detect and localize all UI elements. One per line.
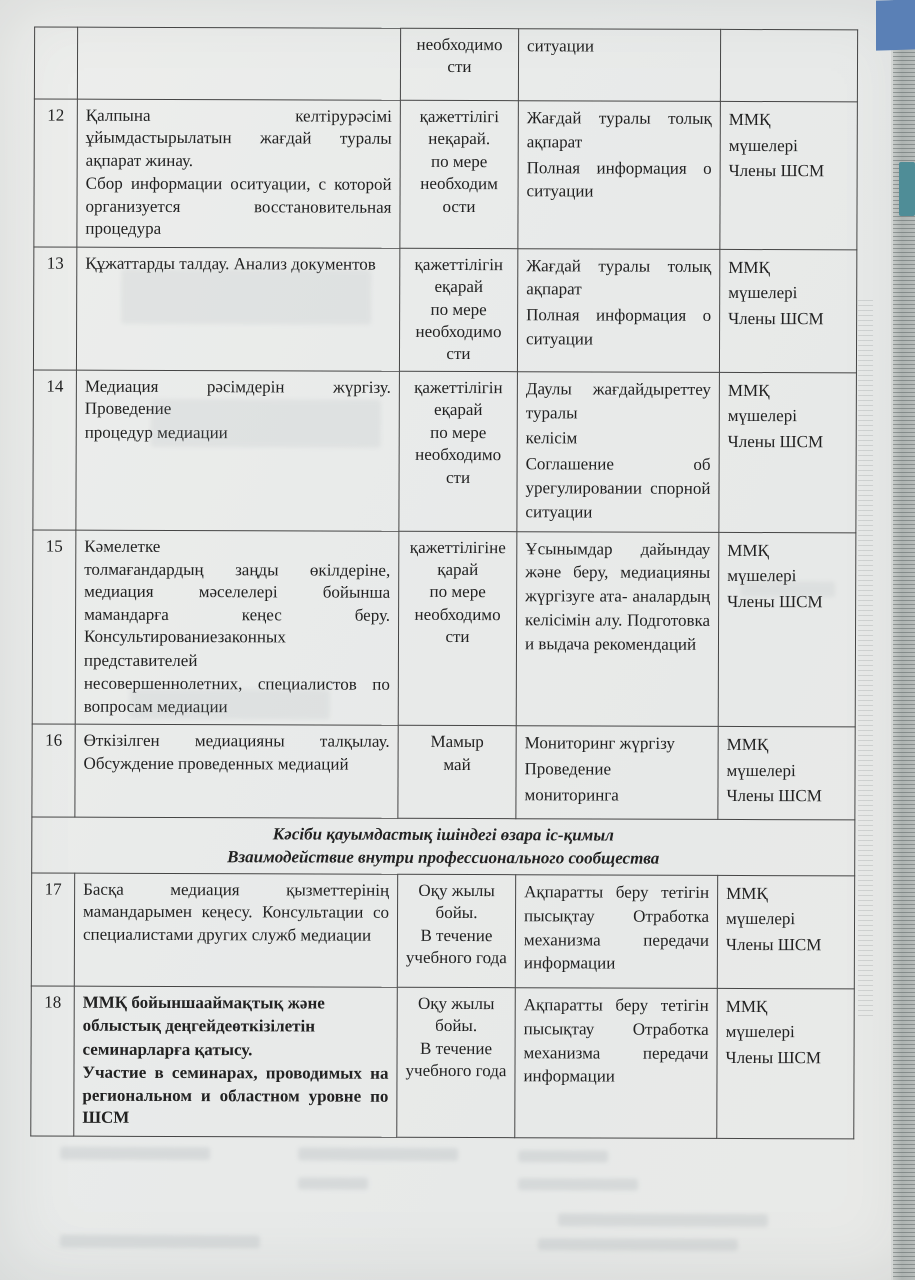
bleed-through-smudge	[121, 269, 371, 325]
timing-text: Оқу жылы бойы. В течение учебного года	[405, 880, 507, 968]
activity-cell	[75, 724, 398, 818]
result-text: мониторинга	[524, 784, 619, 805]
timing-text: Мамыр май	[430, 732, 484, 774]
activity-cell	[77, 99, 401, 248]
responsible-text: Члены ШСМ	[725, 1047, 822, 1068]
activity-cell	[77, 27, 400, 100]
responsible-text: Члены ШСМ	[728, 160, 825, 181]
timing-text: қажеттілігін еқарай по мере необходимо сти	[414, 377, 503, 487]
activity-text: Құжаттарды талдау. Анализ документов	[85, 253, 376, 274]
row-number-cell	[32, 530, 76, 725]
responsible-text: Члены ШСМ	[728, 308, 824, 328]
activity-text: Кәмелетке	[84, 536, 161, 556]
bleed-through-smudge	[518, 1150, 608, 1162]
timing-cell	[400, 100, 519, 248]
result-cell	[515, 875, 717, 989]
row-number: 17	[44, 879, 62, 899]
responsible-cell	[718, 532, 856, 727]
timing-cell	[398, 725, 516, 818]
result-text: Даулы жағдайдыреттеу туралы	[525, 379, 711, 423]
result-cell	[517, 248, 719, 372]
responsible-cell	[719, 372, 857, 532]
result-text: Проведение	[524, 759, 612, 779]
result-cell	[518, 101, 721, 249]
result-cell	[518, 29, 720, 102]
timing-cell	[399, 371, 518, 531]
teal-object-edge	[899, 162, 915, 216]
activity-text: Участие в семинарах, проводимых на региональном и областном уровне по ШСМ	[82, 1062, 389, 1128]
row-number-cell	[34, 99, 78, 247]
timing-text: необходимо сти	[416, 34, 503, 77]
responsible-text: Члены ШСМ	[725, 934, 822, 955]
result-text: Ұсынымдар дайындау және беру, медиацияны жүргізуге ата- аналардың келісімін алу. Подготовка и выдача рекомендаций	[524, 538, 711, 654]
row-number-cell	[34, 27, 77, 99]
bleed-through-smudge	[151, 399, 381, 448]
result-cell	[516, 726, 718, 820]
responsible-text: мүшелері	[726, 760, 796, 780]
bleed-through-smudge	[538, 1238, 738, 1251]
section-title-ru: Взаимодействие внутри профессионального сообщества	[227, 846, 660, 868]
result-text: Мониторинг жүргізу	[524, 733, 675, 753]
responsible-text: мүшелері	[727, 566, 797, 586]
result-text: Жағдай туралы толық ақпарат	[526, 255, 712, 299]
responsible-cell	[720, 29, 857, 101]
table-row	[34, 99, 858, 249]
result-text: Ақпаратты беру тетігін пысықтау Отработка механизма передачи информации	[523, 882, 710, 973]
timing-text: қажеттілігі неқарай. по мере необходим ости	[419, 106, 500, 216]
timing-text: қажеттілігін еқарай по мере необходимо сти	[414, 254, 504, 364]
responsible-text: Члены ШСМ	[727, 591, 823, 611]
table-row	[31, 986, 855, 1138]
row-number: 18	[44, 992, 62, 1012]
responsible-text: Члены ШСМ	[726, 786, 822, 806]
result-text: Жағдай туралы толық ақпарат	[526, 108, 712, 152]
activity-cell	[76, 370, 400, 531]
responsible-text: ММҚ	[728, 109, 771, 130]
responsible-text: мүшелері	[725, 909, 796, 929]
activity-text: Медиация рәсімдерін жүргізу. Проведение	[84, 376, 391, 419]
section-title-kk: Кәсіби қауымдастық ішіндегі өзара іс-қимыл	[272, 824, 614, 845]
action-plan-table	[30, 27, 858, 1139]
bleed-through-smudge	[60, 1235, 260, 1249]
responsible-text: мүшелері	[725, 1022, 795, 1042]
activity-text: семинарларға қатысу.	[82, 1039, 253, 1060]
timing-text: Оқу жылы бойы. В течение учебного года	[405, 993, 507, 1081]
activity-text: Басқа медиация қызметтерінің мамандарымен кеңесу. Консультации со специалистами других служб медиации	[82, 879, 390, 945]
timing-cell	[399, 248, 517, 372]
responsible-text: ММҚ	[726, 735, 769, 755]
responsible-cell	[717, 875, 854, 988]
result-text: ситуации	[527, 36, 595, 56]
table-row	[32, 724, 855, 820]
row-number: 12	[47, 105, 65, 125]
result-cell	[517, 372, 720, 532]
row-number: 13	[46, 253, 64, 273]
bleed-through-smudge	[60, 1147, 210, 1161]
responsible-cell	[718, 727, 855, 820]
row-number: 15	[45, 536, 63, 556]
activity-cell	[74, 873, 397, 987]
responsible-text: мүшелері	[728, 283, 798, 303]
bleed-through-smudge	[130, 689, 330, 720]
responsible-text: ММҚ	[726, 883, 768, 904]
timing-cell	[398, 531, 517, 726]
scan-scratch-marks	[858, 300, 873, 1020]
activity-text: несовершеннолетних, специалистов по вопросам медиации	[83, 673, 390, 716]
continuation-row	[34, 27, 857, 102]
bleed-through-smudge	[558, 1213, 768, 1227]
bleed-through-smudge	[518, 1178, 638, 1190]
responsible-cell	[717, 988, 855, 1138]
activity-cell	[74, 986, 398, 1137]
table-row	[31, 873, 854, 989]
responsible-text: мүшелері	[728, 135, 798, 155]
result-text: Полная информация о ситуации	[526, 157, 712, 201]
section-header-row	[32, 817, 855, 876]
result-text: Полная информация о ситуации	[526, 305, 712, 349]
activity-text: Өткізілген медиацияны талқылау. Обсуждение проведенных медиаций	[83, 730, 390, 774]
timing-cell	[397, 874, 515, 987]
result-text: келісім	[525, 428, 578, 448]
plan-table-body	[31, 27, 858, 1138]
activity-text: процедур медиации	[84, 422, 228, 442]
activity-text: облыстық деңгейдеөткізілетін	[82, 1016, 316, 1036]
bleed-through-smudge	[298, 1177, 368, 1189]
activity-text: ММҚ бойыншааймақтық және	[82, 992, 325, 1013]
timing-cell	[400, 28, 518, 100]
bleed-through-smudge	[740, 581, 835, 597]
row-number: 16	[45, 730, 63, 750]
activity-text: представителей	[83, 650, 198, 670]
timing-text: қажеттілігіне қарай по мере необходимо сти	[409, 537, 506, 647]
responsible-text: ММҚ	[725, 996, 768, 1017]
responsible-cell	[720, 101, 858, 249]
responsible-text: ММҚ	[727, 380, 770, 400]
result-text: Ақпаратты беру тетігін пысықтау Отработка механизма передачи информации	[523, 995, 709, 1086]
timing-cell	[397, 987, 516, 1137]
bleed-through-smudge	[298, 1147, 458, 1161]
row-number-cell	[32, 724, 75, 817]
activity-text: Қалпына келтірурәсімі ұйымдастырылатын жағдай туралы ақпарат жинау.	[85, 105, 392, 170]
activity-text: Сбор информации оситуации, с которой организуется восстановительная процедура	[85, 174, 392, 239]
section-header-cell	[32, 817, 855, 876]
result-cell	[515, 988, 718, 1138]
responsible-text: Члены ШСМ	[727, 431, 824, 452]
responsible-text: ММҚ	[728, 257, 770, 277]
row-number: 14	[46, 376, 64, 396]
responsible-cell	[719, 249, 856, 373]
result-text: Соглашение об урегулировании спорной ситуации	[525, 454, 711, 522]
blue-object-edge	[876, 0, 915, 51]
row-number-cell	[31, 873, 74, 986]
activity-text: толмағандардың заңды өкілдеріне, медиация мәселелері бойынша мамандарға кеңес беру. Консультированиезаконных	[83, 559, 391, 647]
responsible-text: ММҚ	[727, 540, 769, 560]
responsible-text: мүшелері	[727, 406, 797, 426]
table-row	[33, 370, 857, 533]
row-number-cell	[31, 986, 75, 1136]
result-cell	[516, 531, 719, 726]
row-number-cell	[33, 247, 76, 370]
row-number-cell	[33, 370, 77, 530]
